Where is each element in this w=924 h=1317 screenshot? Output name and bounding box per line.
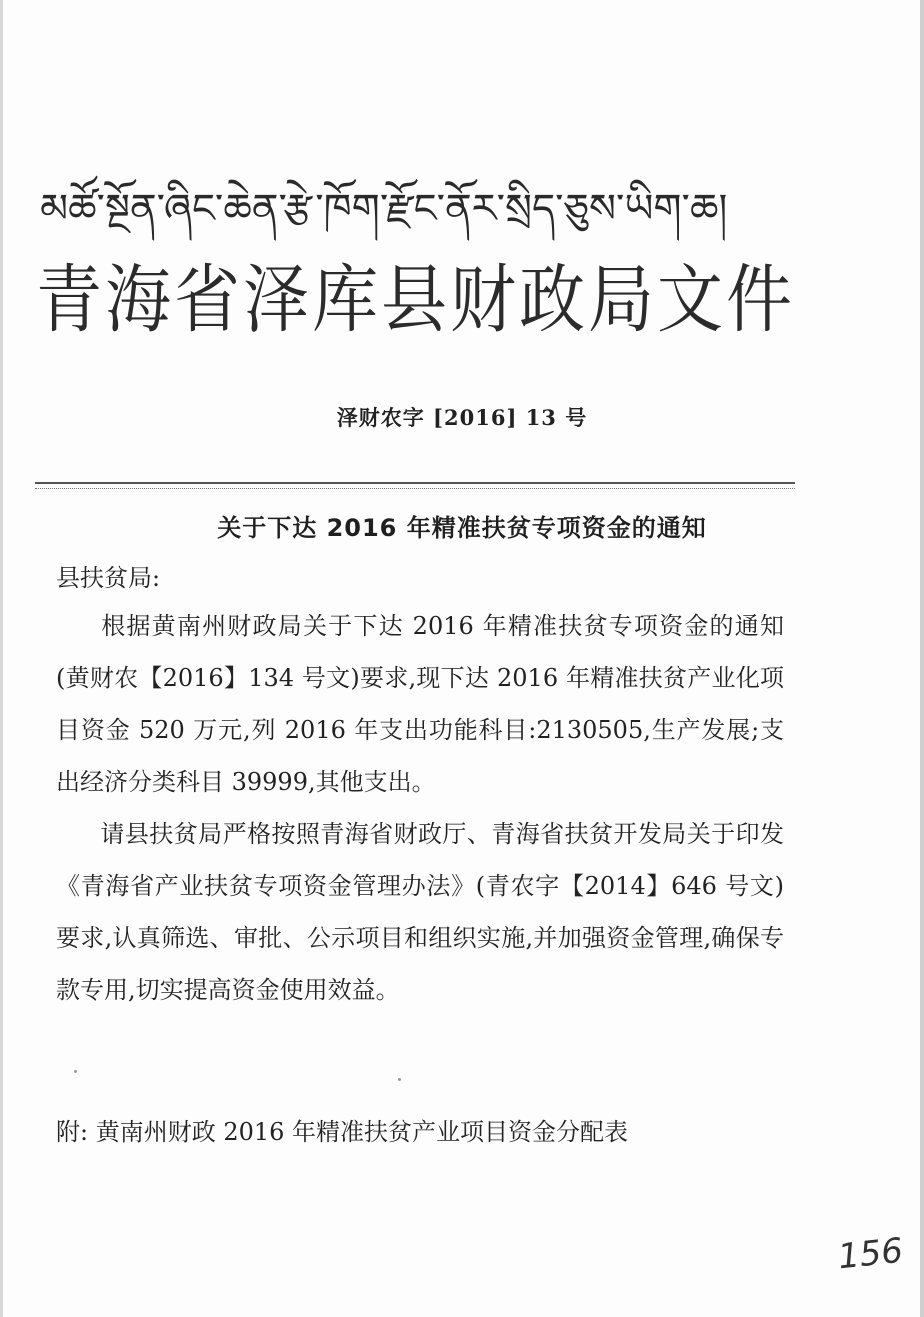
header-divider xyxy=(35,482,795,489)
body-paragraph-1-text: 根据黄南州财政局关于下达 2016 年精准扶贫专项资金的通知(黄财农【2016】134 号文)要求,现下达 2016 年精准扶贫产业化项目资金 520 万元,列 2016 年支出功能科目:2130505,生产发展;支出经济分类科目 39999,其他支出。 xyxy=(56,612,784,796)
scan-speck xyxy=(74,1070,77,1073)
recipient: 县扶贫局: xyxy=(56,564,161,592)
body-paragraph-2 xyxy=(56,808,784,1016)
scan-edge-left xyxy=(0,0,3,1317)
attachment-note: 附: 黄南州财政 2016 年精准扶贫产业项目资金分配表 xyxy=(56,1118,629,1146)
scan-edge-right xyxy=(920,0,924,1317)
tibetan-agency-title: མཚོ་སྔོན་ཞིང་ཆེན་རྩེ་ཁོག་རྫོང་ནོར་སྲིད་ཅུས་ཡིག་ཆ། xyxy=(40,186,728,232)
body-paragraph-1 xyxy=(56,600,784,808)
document-number: 泽财农字 [2016] 13 号 xyxy=(336,405,588,430)
body-paragraph-2-text: 请县扶贫局严格按照青海省财政厅、青海省扶贫开发局关于印发《青海省产业扶贫专项资金管理办法》(青农字【2014】646 号文)要求,认真筛选、审批、公示项目和组织实施,并加强资金管理,确保专款专用,切实提高资金使用效益。 xyxy=(56,820,784,1004)
agency-title: 青海省泽库县财政局文件 xyxy=(36,256,795,343)
notice-title: 关于下达 2016 年精准扶贫专项资金的通知 xyxy=(217,514,707,542)
scan-speck xyxy=(398,1078,401,1081)
handwritten-page-number: 156 xyxy=(836,1230,905,1278)
